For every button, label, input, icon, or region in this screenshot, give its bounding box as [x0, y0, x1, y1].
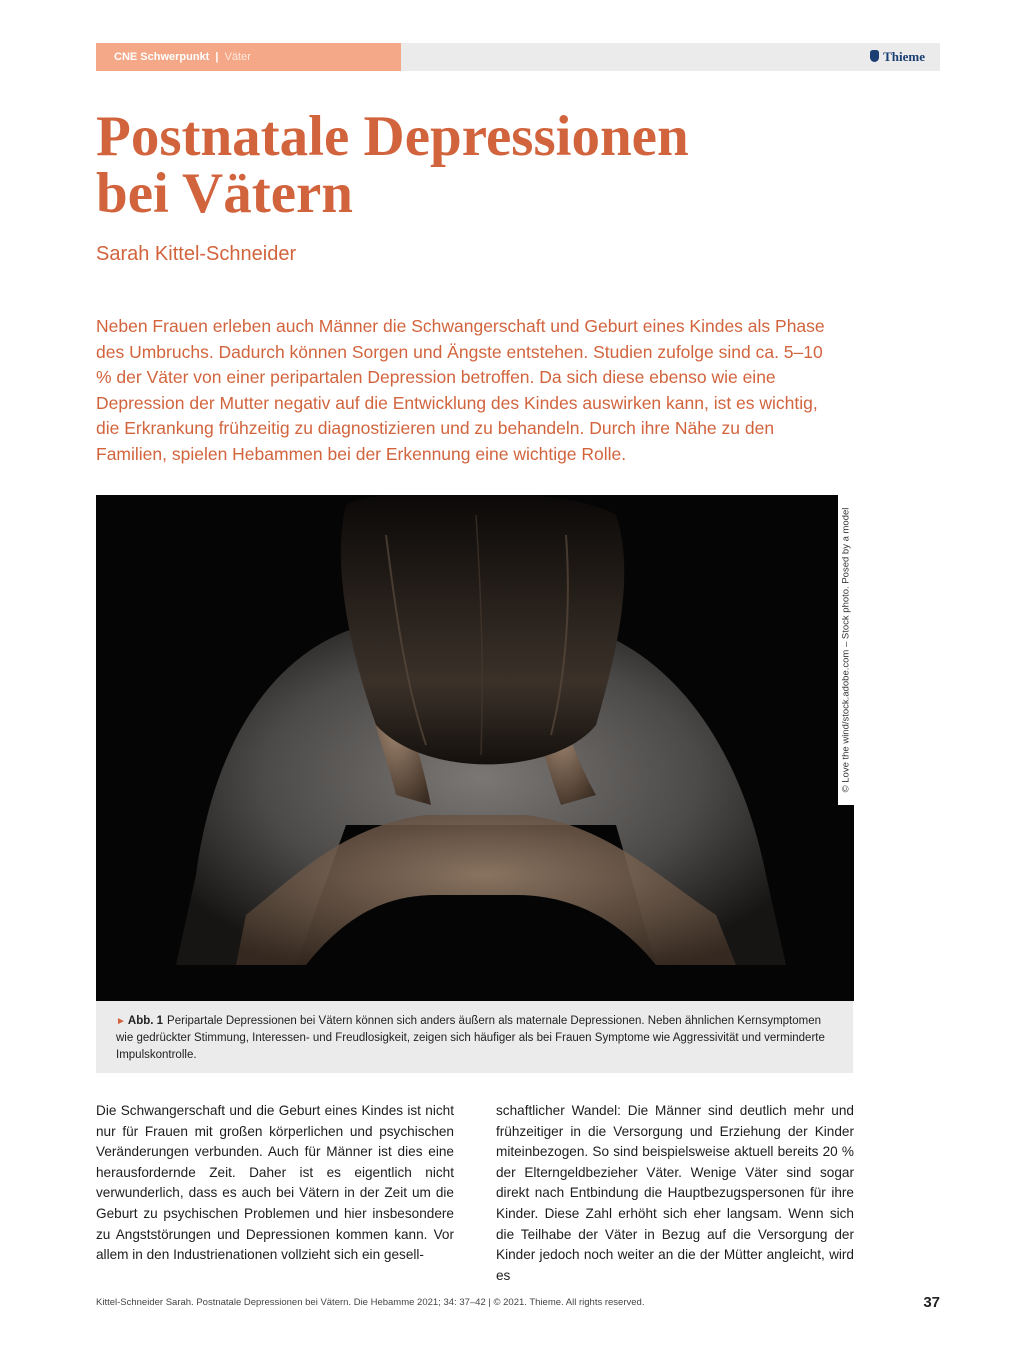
running-header — [96, 43, 940, 71]
section-separator: | — [215, 51, 219, 63]
article-figure — [96, 495, 854, 1001]
article-author: Sarah Kittel-Schneider — [96, 243, 297, 265]
body-column-left: Die Schwangerschaft und die Geburt eines Kindes ist nicht nur für Frauen mit großen körperlichen und psychischen Veränderungen verbunden. Auch für Männer ist dies eine herausfordernde Zeit. Daher ist es eigentlich nicht verwunderlich, dass es auch bei Vätern in der Zeit um die Geburt zu psychischen Problemen und hier insbesondere zu Angststörungen und Depressionen kommen kann. Vor allem in den Industrienationen vollzieht sich ein gesell- — [96, 1103, 454, 1263]
section-label — [96, 43, 401, 71]
caption-label: Abb. 1 — [127, 1015, 164, 1027]
page-number: 37 — [923, 1294, 940, 1311]
article-abstract: Neben Frauen erleben auch Männer die Schwangerschaft und Geburt eines Kindes als Phase des Umbruchs. Dadurch können Sorgen und Ängste entstehen. Studien zufolge sind ca. 5–10 % der Väter von einer peripartalen Depression betroffen. Da sich diese ebenso wie eine Depression der Mutter negativ auf die Entwicklung des Kindes auswirken kann, ist es wichtig, die Erkrankung frühzeitig zu diagnostizieren und zu behandeln. Durch ihre Nähe zu den Familien, spielen Hebammen bei der Erkennung eine wichtige Rolle. — [96, 316, 825, 464]
publisher-logo — [870, 43, 925, 71]
caption-marker-icon: ► — [116, 1016, 126, 1027]
article-title — [96, 105, 876, 225]
photo-man-head-in-hands — [96, 495, 854, 1001]
title-line-1: Postnatale Depressionen — [96, 105, 689, 168]
section-topic: Väter — [224, 51, 251, 63]
publisher-name: Thieme — [883, 49, 925, 64]
photo-credit-strip — [838, 495, 854, 805]
body-column-right: schaftlicher Wandel: Die Männer sind deutlich mehr und frühzeitiger in die Versorgung und Erziehung der Kinder miteinbezogen. So sind beispielsweise aktuell bereits 20 % der Elterngeldbezieher Väter. Wenige Väter sind sogar direkt nach Entbindung die Hauptbezugspersonen für ihre Kinder. Diese Zahl erhöht sich eher langsam. Wenn sich die Teilhabe der Väter in Bezug auf die Versorgung der Kinder jedoch noch weiter an die der Mütter angleicht, wird es — [496, 1103, 854, 1283]
footer-citation: Kittel-Schneider Sarah. Postnatale Depressionen bei Vätern. Die Hebamme 2021; 34: 37–42 | © 2021. Thieme. All rights reserved. — [96, 1297, 645, 1308]
figure-caption — [96, 1001, 853, 1073]
photo-credit: © Love the wind/stock.adobe.com – Stock photo. Posed by a model — [840, 507, 852, 793]
caption-text: Peripartale Depressionen bei Vätern können sich anders äußern als maternale Depressionen. Neben ähnlichen Kernsymptomen wie gedrückter Stimmung, Interessen- und Freudlosigkeit, zeigen sich häufiger als bei Frauen Symptome wie Aggressivität und verminderte Impulskontrolle. — [116, 1015, 825, 1061]
thieme-crest-icon — [870, 50, 879, 62]
title-line-2: bei Vätern — [96, 162, 354, 225]
section-name: CNE Schwerpunkt — [114, 51, 210, 63]
